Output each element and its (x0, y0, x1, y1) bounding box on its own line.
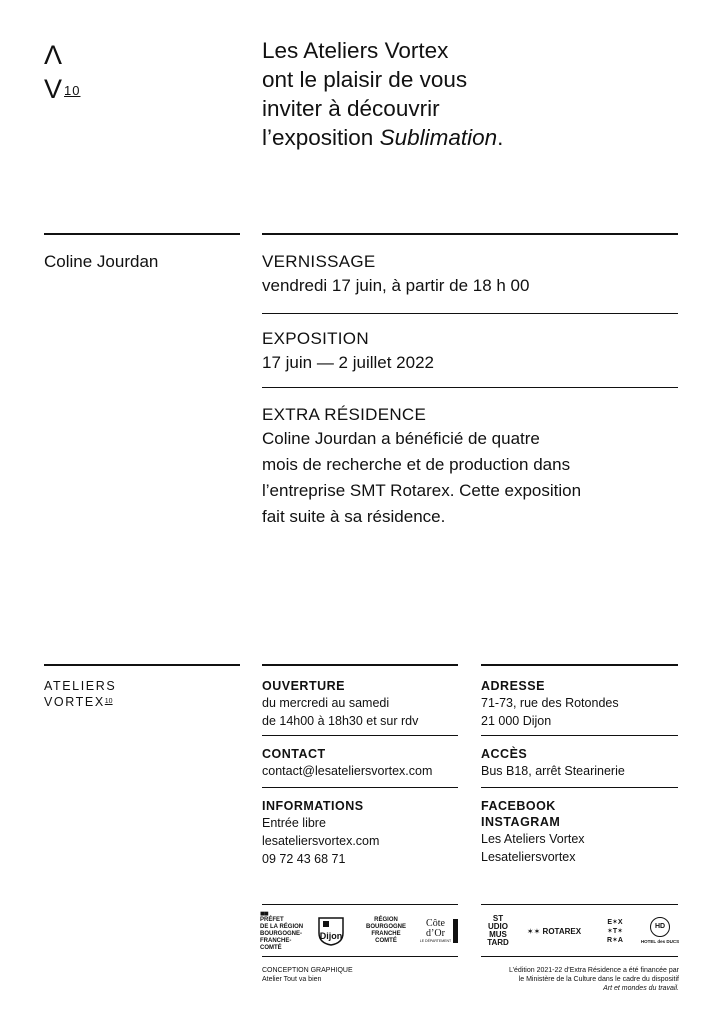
prefet-line: DE LA RÉGION (260, 924, 304, 930)
credits-program: Art et mondes du travail. (603, 985, 679, 992)
divider (481, 904, 678, 905)
vernissage-heading: VERNISSAGE (262, 252, 376, 271)
ateliers-line2 (44, 694, 116, 710)
ateliers-vortex-logo (44, 678, 116, 710)
ouverture-line: du mercredi au samedi (262, 696, 390, 710)
vernissage-block (262, 251, 529, 299)
acces-block (481, 746, 625, 780)
extra-line: R✶A (607, 936, 623, 944)
dijon-text: Dijon (319, 931, 343, 941)
studio-line: UDIO (488, 922, 508, 931)
residence-line: l’entreprise SMT Rotarex. Cette exposition (262, 481, 582, 500)
dijon-logo (314, 912, 348, 950)
contact-email[interactable]: contact@lesateliersvortex.com (262, 764, 433, 778)
contact-heading: CONTACT (262, 747, 326, 761)
cotedor-logo (418, 912, 460, 950)
exposition-block (262, 328, 434, 376)
extra-line: E✶X (607, 918, 623, 926)
intro-line1: Les Ateliers Vortex (262, 38, 449, 63)
prefet-line: BOURGOGNE- (260, 931, 302, 937)
cotedor-bar-icon (453, 919, 458, 943)
cotedor-line: d’Or (426, 927, 445, 939)
studio-mustard-logo (478, 912, 518, 950)
prefet-logo (260, 909, 310, 951)
instagram-heading: INSTAGRAM (481, 815, 561, 829)
divider (262, 956, 458, 957)
region-line: FRANCHE (371, 931, 401, 937)
rotarex-logo (522, 912, 586, 950)
logo-letter: V (44, 74, 64, 104)
social-block (481, 798, 585, 866)
credits-line: L’édition 2021-22 d’Extra Résidence a été financée par (508, 967, 679, 974)
instagram-handle[interactable]: Lesateliersvortex (481, 850, 576, 864)
intro-prefix: l’exposition (262, 125, 380, 150)
cotedor-sub: LE DÉPARTEMENT (419, 938, 452, 943)
vernissage-date: vendredi 17 juin, à partir de 18 h 00 (262, 276, 530, 295)
divider (262, 664, 458, 666)
artist-name: Coline Jourdan (44, 252, 159, 271)
intro-line4 (262, 123, 702, 152)
acces-text: Bus B18, arrêt Stearinerie (481, 764, 625, 778)
residence-line: fait suite à sa résidence. (262, 507, 446, 526)
intro-line3: inviter à découvrir (262, 96, 440, 121)
residence-line: Coline Jourdan a bénéficié de quatre (262, 429, 540, 448)
acces-heading: ACCÈS (481, 747, 528, 761)
studio-line: MUS (489, 930, 507, 939)
hotel-badge-icon: HD (650, 917, 670, 937)
exposition-dates: 17 juin — 2 juillet 2022 (262, 353, 435, 372)
exhibition-title: Sublimation (379, 125, 498, 150)
region-line: RÉGION (374, 917, 398, 923)
logo-line2 (44, 72, 80, 106)
residence-line: mois de recherche et de production dans (262, 455, 571, 474)
divider (262, 735, 458, 736)
residence-heading: EXTRA RÉSIDENCE (262, 405, 427, 424)
extra-line: ✶T✶ (606, 927, 623, 935)
vortex-logo (44, 38, 80, 106)
phone-number: 09 72 43 68 71 (262, 852, 346, 866)
prefet-line: FRANCHE-COMTÉ (260, 938, 292, 951)
logo-line1: Λ (44, 40, 64, 70)
credits-right (481, 966, 679, 993)
informations-block (262, 798, 379, 868)
website-link[interactable]: lesateliersvortex.com (262, 834, 380, 848)
adresse-heading: ADRESSE (481, 679, 545, 693)
contact-block (262, 746, 432, 780)
facebook-handle[interactable]: Les Ateliers Vortex (481, 832, 585, 846)
facebook-heading: FACEBOOK (481, 799, 556, 813)
ateliers-line1: ATELIERS (44, 679, 117, 693)
cotedor-line: Côte (426, 917, 445, 929)
divider (481, 664, 678, 666)
hotel-text: HOTEL des DUCS (640, 939, 680, 944)
ateliers-word: VORTEX (44, 695, 105, 709)
region-line: COMTÉ (375, 938, 397, 944)
divider (44, 664, 240, 666)
intro-suffix: . (497, 125, 504, 150)
adresse-line: 71-73, rue des Rotondes (481, 696, 619, 710)
logo-sup: 10 (64, 83, 81, 98)
informations-heading: INFORMATIONS (262, 799, 364, 813)
dijon-shield-icon (315, 915, 347, 947)
rotarex-text: ROTAREX (542, 926, 582, 936)
residence-block (262, 404, 702, 530)
divider (481, 787, 678, 788)
ouverture-heading: OUVERTURE (262, 679, 345, 693)
ouverture-block (262, 678, 418, 730)
intro-line2: ont le plaisir de vous (262, 67, 468, 92)
extra-residence-logo (600, 912, 630, 950)
studio-line: TARD (487, 938, 509, 947)
divider (262, 387, 678, 388)
informations-line: Entrée libre (262, 816, 326, 830)
studio-line: ST (492, 914, 504, 923)
credits-heading: CONCEPTION GRAPHIQUE (262, 967, 353, 974)
divider (262, 904, 458, 905)
hotel-des-ducs-logo (640, 912, 680, 950)
credits-line: le Ministère de la Culture dans le cadre du dispositif (518, 976, 679, 983)
divider (481, 956, 678, 957)
divider (44, 233, 240, 235)
credits-left (262, 966, 353, 984)
divider (262, 313, 678, 314)
divider (262, 233, 678, 235)
prefet-line: PRÉFET (260, 917, 284, 923)
exposition-heading: EXPOSITION (262, 329, 369, 348)
invitation-text (262, 36, 702, 152)
ouverture-line: de 14h00 à 18h30 et sur rdv (262, 714, 419, 728)
flag-icon: ■■ (260, 909, 268, 918)
divider (262, 787, 458, 788)
divider (481, 735, 678, 736)
credits-designer: Atelier Tout va bien (262, 976, 322, 983)
adresse-line: 21 000 Dijon (481, 714, 552, 728)
region-line: BOURGOGNE (365, 924, 406, 930)
adresse-block (481, 678, 619, 730)
star-icon: ✶✶ (526, 926, 541, 936)
region-logo (362, 912, 410, 950)
ateliers-sup: 10 (104, 698, 113, 705)
